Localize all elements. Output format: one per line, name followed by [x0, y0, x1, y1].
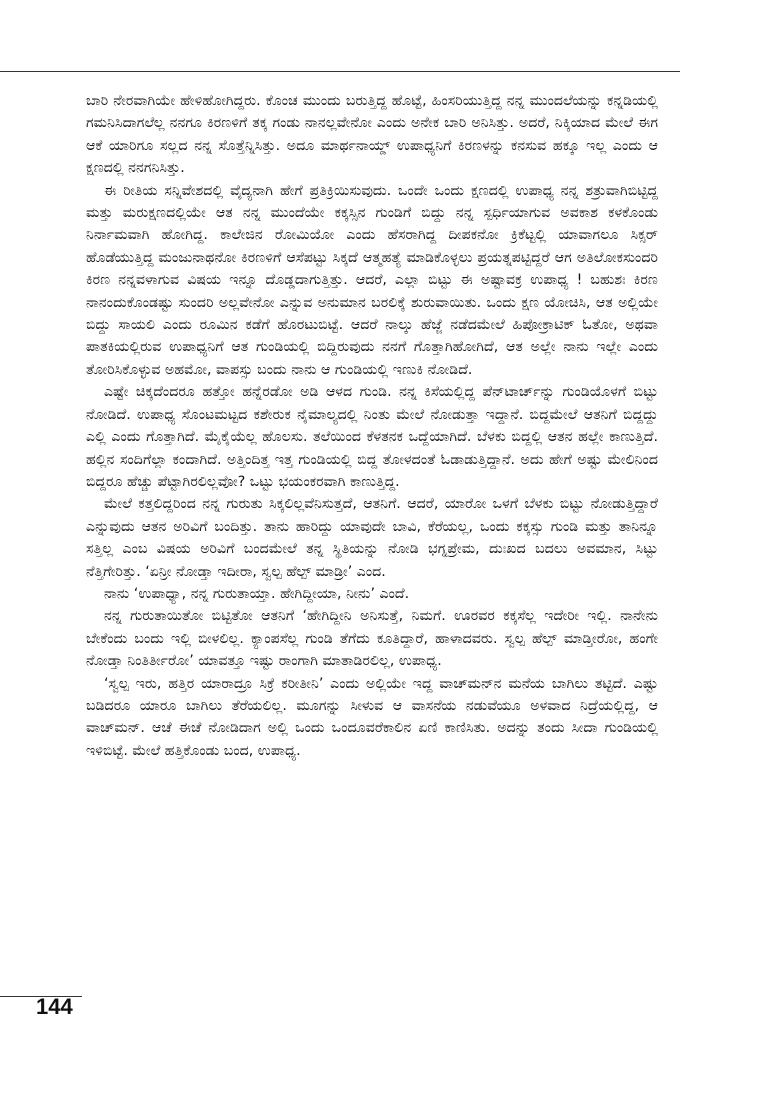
paragraph-4: ಮೇಲೆ ಕತ್ತಲಿದ್ದರಿಂದ ನನ್ನ ಗುರುತು ಸಿಕ್ಕಲಿಲ್ಲವೆನಿಸುತ್ತದೆ, ಆತನಿಗೆ. ಆದರೆ, ಯಾರೋ ಒಳಗೆ ಬೆಳಕು ಬಿಟ್ಟು ನೋಡುತ್ತಿದ್ದಾರೆ ಎನ್ನುವುದು ಆತನ ಅರಿವಿಗೆ ಬಂದಿತ್ತು. ತಾನು ಹಾರಿದ್ದು ಯಾವುದೇ ಬಾವಿ, ಕೆರೆಯಲ್ಲ, ಒಂದು ಕಕ್ಕಸ್ಸು ಗುಂಡಿ ಮತ್ತು ತಾನಿನ್ನೂ ಸತ್ತಿಲ್ಲ ಎಂಬ ವಿಷಯ ಅರಿವಿಗೆ ಬಂದಮೇಲೆ ತನ್ನ ಸ್ಥಿತಿಯನ್ನು ನೋಡಿ ಭಗ್ನಪ್ರೇಮ, ದುಃಖದ ಬದಲು ಅವಮಾನ, ಸಿಟ್ಟು ನೆತ್ತಿಗೇರಿತ್ತು. ‘ಏನ್ರೀ ನೋಡ್ತಾ ಇದೀರಾ, ಸ್ವಲ್ಪ ಹೆಲ್ಪ್ ಮಾಡ್ರೀ’ ಎಂದ.	[86, 496, 658, 580]
paragraph-7: ‘ಸ್ವಲ್ಪ ಇರು, ಹತ್ತಿರ ಯಾರಾದ್ರೂ ಸಿಕ್ರೆ ಕರೀತೀನಿ’ ಎಂದು ಅಲ್ಲಿಯೇ ಇದ್ದ ವಾಚ್‌ಮನ್‌ನ ಮನೆಯ ಬಾಗಿಲು ತಟ್ಟಿದೆ. ಎಷ್ಟು ಬಡಿದರೂ ಯಾರೂ ಬಾಗಿಲು ತೆರೆಯಲಿಲ್ಲ. ಮೂಗನ್ನು ಸೀಳುವ ಆ ವಾಸನೆಯ ನಡುವೆಯೂ ಅಳವಾದ ನಿದ್ರೆಯಲ್ಲಿದ್ದ, ಆ ವಾಚ್‌ಮನ್. ಆಚೆ ಈಚೆ ನೋಡಿದಾಗ ಅಲ್ಲಿ ಒಂದು ಒಂದೂವರೆಕಾಲಿನ ಏಣಿ ಕಾಣಿಸಿತು. ಅದನ್ನು ತಂದು ಸೀದಾ ಗುಂಡಿಯಲ್ಲಿ ಇಳಿಬಿಟ್ಟೆ. ಮೇಲೆ ಹತ್ತಿಕೊಂಡು ಬಂದ, ಉಪಾಧ್ಯ.	[86, 675, 658, 759]
paragraph-1: ಬಾರಿ ನೇರವಾಗಿಯೇ ಹೇಳಿಹೋಗಿದ್ದರು. ಕೊಂಚ ಮುಂದು ಬರುತ್ತಿದ್ದ ಹೊಟ್ಟೆ, ಹಿಂಸರಿಯುತ್ತಿದ್ದ ನನ್ನ ಮುಂದಲೆಯನ್ನು ಕನ್ನಡಿಯಲ್ಲಿ ಗಮನಿಸಿದಾಗಲೆಲ್ಲ ನನಗೂ ಕಿರಣಳಿಗೆ ತಕ್ಕ ಗಂಡು ನಾನಲ್ಲವೇನೋ ಎಂದು ಅನೇಕ ಬಾರಿ ಅನಿಸಿತ್ತು. ಅದರೆ, ನಿಕ್ಕಿಯಾದ ಮೇಲೆ ಈಗ ಆಕೆ ಯಾರಿಗೂ ಸಲ್ಲದ ನನ್ನ ಸೊತ್ತೆನ್ನಿಸಿತ್ತು. ಅದೂ ಮಾರ್ಥನಾಯ್ಡ್ ಉಪಾಧ್ಯನಿಗೆ ಕಿರಣಳನ್ನು ಕನಸುವ ಹಕ್ಕೂ ಇಲ್ಲ ಎಂದು ಆ ಕ್ಷಣದಲ್ಲಿ ನನಗನಿಸಿತ್ತು.	[86, 93, 658, 177]
paragraph-2: ಈ ರೀತಿಯ ಸನ್ನಿವೇಶದಲ್ಲಿ ವೈದ್ಯನಾಗಿ ಹೇಗೆ ಪ್ರತಿಕ್ರಿಯಿಸುವುದು. ಒಂದೇ ಒಂದು ಕ್ಷಣದಲ್ಲಿ ಉಪಾಧ್ಯ ನನ್ನ ಶತ್ರುವಾಗಿಬಿಟ್ಟಿದ್ದ ಮತ್ತು ಮರುಕ್ಷಣದಲ್ಲಿಯೇ ಆತ ನನ್ನ ಮುಂದೆಯೇ ಕಕ್ಕಸ್ಸಿನ ಗುಂಡಿಗೆ ಬಿದ್ದು ನನ್ನ ಸ್ಪರ್ಧಿಯಾಗುವ ಅವಕಾಶ ಕಳಕೊಂಡು ನಿರ್ನಾಮವಾಗಿ ಹೋಗಿದ್ದ. ಕಾಲೇಜಿನ ರೋಮಿಯೋ ಎಂದು ಹೆಸರಾಗಿದ್ದ ದೀಪಕನೋ ಕ್ರಿಕೆಟ್ಟಲ್ಲಿ ಯಾವಾಗಲೂ ಸಿಕ್ಸರ್ ಹೊಡೆಯುತ್ತಿದ್ದ ಮಂಜುನಾಥನೋ ಕಿರಣಳಿಗೆ ಆಸೆಪಟ್ಟು ಸಿಕ್ಕದೆ ಆತ್ಮಹತ್ಯೆ ಮಾಡಿಕೊಳ್ಳಲು ಪ್ರಯತ್ನಪಟ್ಟಿದ್ದರೆ ಆಗ ಅತಿಲೋಕಸುಂದರಿ ಕಿರಣ ನನ್ನವಳಾಗುವ ವಿಷಯ ಇನ್ನೂ ದೊಡ್ಡದಾಗುತ್ತಿತ್ತು. ಆದರೆ, ಎಲ್ಲಾ ಬಿಟ್ಟು ಈ ಅಷ್ಟಾವಕ್ರ ಉಪಾಧ್ಯ ! ಬಹುಶಃ ಕಿರಣ ನಾನಂದುಕೊಂಡಷ್ಟು ಸುಂದರಿ ಅಲ್ಲವೇನೋ ಎನ್ನುವ ಅನುಮಾನ ಬರಲಿಕ್ಕೆ ಶುರುವಾಯಿತು. ಒಂದು ಕ್ಷಣ ಯೋಚಿಸಿ, ಆತ ಅಲ್ಲಿಯೇ ಬಿದ್ದು ಸಾಯಲಿ ಎಂದು ರೂಮಿನ ಕಡೆಗೆ ಹೊರಟುಬಿಟ್ಟೆ. ಆದರೆ ನಾಲ್ಕು ಹೆಜ್ಜೆ ನಡೆದಮೇಲೆ ಹಿಪೋಕ್ರಾಟಿಕ್ ಓತೋ, ಅಥವಾ ಪಾತಕಿಯಲ್ಲಿರುವ ಉಪಾಧ್ಯನಿಗೆ ಆತ ಗುಂಡಿಯಲ್ಲಿ ಬಿದ್ದಿರುವುದು ನನಗೆ ಗೊತ್ತಾಗಿಹೋಗಿದೆ, ಆತ ಅಲ್ಲೇ ನಾನು ಇಲ್ಲೇ ಎಂದು ತೋರಿಸಿಕೊಳ್ಳುವ ಅಹಮೋ, ವಾಪಸ್ಸು ಬಂದು ನಾನು ಆ ಗುಂಡಿಯಲ್ಲಿ ಇಣುಕಿ ನೋಡಿದೆ.	[86, 182, 658, 378]
page-number: 144	[36, 994, 73, 1019]
paragraph-6: ನನ್ನ ಗುರುತಾಯಿತೋ ಬಿಟ್ಟಿತೋ ಆತನಿಗೆ ‘ಹೇಗಿದ್ದೀನಿ ಅನಿಸುತ್ತೆ, ನಿಮಗೆ. ಊರವರ ಕಕ್ಕಸೆಲ್ಲ ಇದೇರೀ ಇಲ್ಲಿ. ನಾನೇನು ಬೇಕೆಂದು ಬಂದು ಇಲ್ಲಿ ಬೀಳಲಿಲ್ಲ. ಕ್ಯಾಂಪಸೆಲ್ಲ ಗುಂಡಿ ತೆಗೆದು ಕೂತಿದ್ದಾರೆ, ಹಾಳಾದವರು. ಸ್ವಲ್ಪ ಹೆಲ್ಪ್ ಮಾಡ್ತೀರೋ, ಹಂಗೇ ನೋಡ್ತಾ ನಿಂತಿರ್ತೀರೋ’ ಯಾವತ್ತೂ ಇಷ್ಟು ರಾಂಗಾಗಿ ಮಾತಾಡಿರಲಿಲ್ಲ, ಉಪಾಧ್ಯ.	[86, 608, 658, 670]
header-rule	[0, 71, 680, 72]
paragraph-3: ಎಷ್ಟೇ ಚಿಕ್ಕದೆಂದರೂ ಹತ್ತೋ ಹನ್ನೆರಡೋ ಅಡಿ ಆಳದ ಗುಂಡಿ. ನನ್ನ ಕಿಸೆಯಲ್ಲಿದ್ದ ಪೆನ್‌ಟಾರ್ಚ್‌ನ್ನು ಗುಂಡಿಯೊಳಗೆ ಬಿಟ್ಟು ನೋಡಿದೆ. ಉಪಾಧ್ಯ ಸೊಂಟಮಟ್ಟದ ಕಶೇರುಕ ನೈಮಾಲ್ಯದಲ್ಲಿ ನಿಂತು ಮೇಲೆ ನೋಡುತ್ತಾ ಇದ್ದಾನೆ. ಬಿದ್ದಮೇಲೆ ಆತನಿಗೆ ಬಿದ್ದದ್ದು ಎಲ್ಲಿ ಎಂದು ಗೊತ್ತಾಗಿದೆ. ಮೈಕೈಯೆಲ್ಲ ಹೊಲಸು. ತಲೆಯಿಂದ ಕೆಳತನಕ ಒದ್ದೆಯಾಗಿದೆ. ಬೆಳಕು ಬಿದ್ದಲ್ಲಿ ಆತನ ಹಲ್ಲೇ ಕಾಣುತ್ತಿದೆ. ಹಲ್ಲಿನ ಸಂದಿಗೆಲ್ಲಾ ಕಂದಾಗಿದೆ. ಅತ್ತಿಂದಿತ್ತ ಇತ್ತ ಗುಂಡಿಯಲ್ಲಿ ಬಿದ್ದ ತೋಳದಂತೆ ಓಡಾಡುತ್ತಿದ್ದಾನೆ. ಅದು ಹೇಗೆ ಅಷ್ಟು ಮೇಲಿನಿಂದ ಬಿದ್ದರೂ ಹೆಚ್ಚು ಪೆಟ್ಟಾಗಿರಲಿಲ್ಲವೋ? ಒಟ್ಟು ಭಯಂಕರವಾಗಿ ಕಾಣುತ್ತಿದ್ದ.	[86, 384, 658, 490]
body-text	[86, 90, 658, 762]
paragraph-5: ನಾನು ‘ಉಪಾಧ್ಯಾ, ನನ್ನ ಗುರುತಾಯ್ತಾ. ಹೇಗಿದ್ದೀಯಾ, ನೀನು’ ಎಂದೆ.	[104, 585, 410, 602]
